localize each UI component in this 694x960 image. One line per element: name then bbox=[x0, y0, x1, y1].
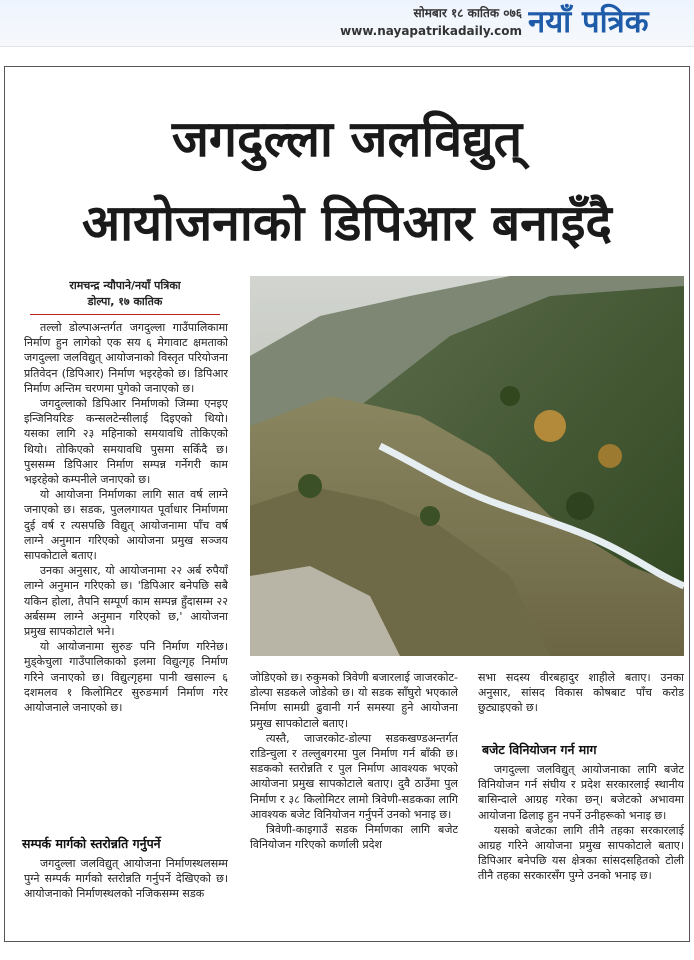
header-bar bbox=[0, 0, 694, 47]
paragraph: जगदुल्ला जलविद्युत् आयोजना निर्माणस्थलसम्म पुग्ने सम्पर्क मार्गको स्तरोन्नति गर्नुपर्ने देखिएको छ। आयोजनाको निर्माणस्थलको नजिकसम्म सडक bbox=[24, 857, 228, 901]
masthead-logo: नयाँ पत्रिक bbox=[528, 4, 649, 40]
byline-dateline: डोल्पा, १७ कातिक bbox=[87, 295, 163, 308]
paragraph: यो आयोजना निर्माणका लागि सात वर्ष लाग्ने जनाएको छ। सडक, पुललगायत पूर्वाधार निर्माणमा दुई वर्ष र त्यसपछि विद्युत् आयोजनामा पाँच वर्ष लाग्ने अनुमान गरिएको आयोजना प्रमुख सञ्जय सापकोटाले बताए। bbox=[24, 488, 228, 563]
headline-line-2: आयोजनाको डिपिआर बनाइँदै bbox=[82, 194, 612, 252]
issue-date: सोमबार १८ कातिक ०७६ bbox=[413, 6, 522, 20]
mountain-valley-river-photo bbox=[250, 276, 684, 656]
paragraph: यो आयोजनामा सुरुङ पनि निर्माण गरिनेछ। मुड्केचुला गाउँपालिकाको इलमा विद्युत्गृह निर्माण गरिने जनाएको छ। विद्युत्गृहमा पानी खसाल्न ६ दशमलव १ किलोमिटर सुरुङमार्ग निर्माण गरेर आयोजनाले जनाएको छ। bbox=[24, 640, 228, 715]
paragraph: जोडिएको छ। रुकुमको त्रिवेणी बजारलाई जाजरकोट-डोल्पा सडकले जोडेको छ। यो सडक साँघुरो भएकाले निर्माण सामग्री ढुवानी गर्न समस्या हुने आयोजना प्रमुख सापकोटाले बताए। bbox=[250, 671, 458, 730]
subheading-link-road: सम्पर्क मार्गको स्तरोन्नति गर्नुपर्ने bbox=[22, 836, 161, 851]
paragraph: जगदुल्लाको डिपिआर निर्माणको जिम्मा एनइए इन्जिनियरिङ कन्सलटेन्सीलाई दिइएको थियो। यसका लागि २३ महिनाको समयावधि तोकिएको थियो। तोकिएको समयावधि पुसमा सकिँदै छ। पुससम्म डिपिआर निर्माण सम्पन्न गर्नेगरी काम भइरहेको कम्पनीले जनाएको छ। bbox=[24, 397, 228, 487]
column-2 bbox=[250, 670, 458, 926]
byline-rule bbox=[30, 314, 220, 315]
subheading-budget: बजेट विनियोजन गर्न माग bbox=[482, 742, 597, 757]
byline-author: रामचन्द्र न्यौपाने/नयाँ पत्रिका bbox=[69, 279, 181, 292]
paragraph: यसको बजेटका लागि तीनै तहका सरकारलाई आग्रह गरिने आयोजना प्रमुख सापकोटाले बताए। डिपिआर बनेपछि यस क्षेत्रका सांसदसहितको टोली तीनै तहका सरकारसँग पुग्ने उनको भनाइ छ। bbox=[478, 823, 684, 883]
byline bbox=[30, 278, 220, 310]
paragraph: तल्लो डोल्पाअन्तर्गत जगदुल्ला गाउँपालिकामा निर्माण हुन लागेको एक सय ६ मेगावाट क्षमताको जगदुल्ला जलविद्युत् आयोजनाको विस्तृत परियोजना प्रतिवेदन (डिपिआर) निर्माण भइरहेको छ। डिपिआर निर्माण अन्तिम चरणमा पुगेको जनाएको छ। bbox=[24, 321, 228, 395]
website-url: www.nayapatrikadaily.com bbox=[340, 24, 522, 38]
paragraph: सभा सदस्य वीरबहादुर शाहीले बताए। उनका अनुसार, सांसद विकास कोषबाट पाँच करोड छुट्याइएको छ। bbox=[478, 671, 684, 715]
column-3 bbox=[478, 670, 684, 740]
photo-illustration bbox=[250, 276, 684, 656]
paragraph: त्यस्तै, जाजरकोट-डोल्पा सडकखण्डअन्तर्गत राडिन्चुला र तल्लुबगरमा पुल निर्माण गर्न बाँकी छ। सडकको स्तरोन्नति र पुल निर्माण आवश्यक भएको आयोजना प्रमुख सापकोटाले बताए। दुवै ठाउँमा पुल निर्माण र ३८ किलोमिटर लामो त्रिवेणी-सडकका लागि आवश्यक बजेट विनियोजन गर्नुपर्ने उनको भनाइ छ। bbox=[250, 731, 458, 821]
headline-line-1: जगदुल्ला जलविद्युत् bbox=[171, 110, 523, 168]
column-3-continued bbox=[478, 762, 684, 922]
column-1 bbox=[24, 320, 228, 836]
paragraph: त्रिवेणी-काइगाउँ सडक निर्माणका लागि बजेट विनियोजन गरिएको कर्णाली प्रदेश bbox=[250, 823, 458, 852]
paragraph: उनका अनुसार, यो आयोजनामा २२ अर्ब रुपैयाँ लाग्ने अनुमान गरिएको छ। 'डिपिआर बनेपछि सबै यकिन होला, तैपनि सम्पूर्ण काम सम्पन्न हुँदासम्म २२ अर्बसम्म लाग्ने अनुमान गरिएको छ,' आयोजना प्रमुख सापकोटाले भने। bbox=[24, 564, 228, 639]
column-1-continued bbox=[24, 856, 228, 920]
paragraph: जगदुल्ला जलविद्युत् आयोजनाका लागि बजेट विनियोजन गर्न संघीय र प्रदेश सरकारलाई स्थानीय बासिन्दाले आग्रह गरेका छन्। बजेटको अभावमा आयोजना ढिलाइ हुन नपर्ने उनीहरूको भनाइ छ। bbox=[478, 763, 684, 822]
